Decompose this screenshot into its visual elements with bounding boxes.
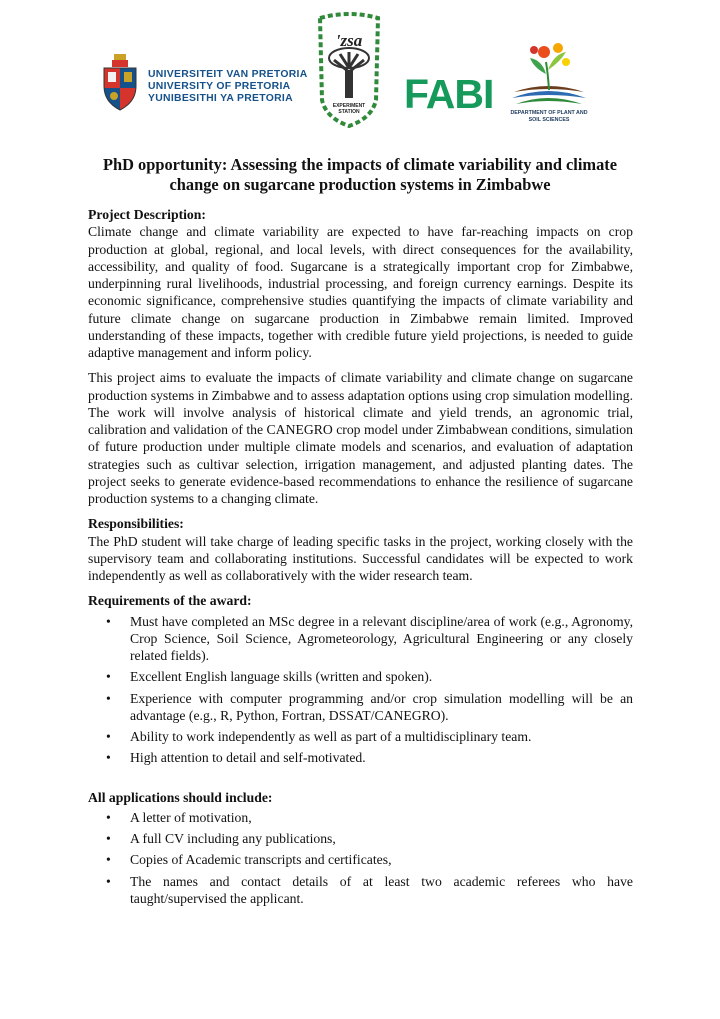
university-of-pretoria-logo <box>100 52 308 112</box>
project-description-heading: Project Description: <box>88 207 206 222</box>
list-item <box>88 668 633 685</box>
application-item-text: A letter of motivation, <box>130 809 252 825</box>
plant-soil-sciences-logo <box>508 40 590 126</box>
requirement-text: Excellent English language skills (written and spoken). <box>130 669 433 685</box>
project-description-paragraph-2: This project aims to evaluate the impacts of climate variability and climate change on sugarcane production systems in Zimbabwe and to assess adaptation options using crop simulation modelling. The work will involve analysis of historical climate and yield trends, an agronomic trial, calibration and validation of the CANEGRO crop model under Zimbabwean conditions, simulation of future production under multiple climate models and scenarios, and evaluation of adaptation strategies such as cultivar selection, irrigation management, and adjusted planting dates. The project seeks to generate evidence-based recommendations to enhance the resilience of sugarcane production systems to a changing climate. <box>88 370 633 506</box>
plant-soil-sciences-caption: DEPARTMENT OF PLANT AND SOIL SCIENCES <box>510 110 588 123</box>
svg-text:'zsa: 'zsa <box>335 31 363 50</box>
list-item <box>88 873 633 908</box>
page-title: PhD opportunity: Assessing the impacts of climate variability and climate change on sugarcane production systems in Zimbabwe <box>102 155 617 194</box>
plant-soil-emblem-icon <box>508 40 590 110</box>
responsibilities-heading: Responsibilities: <box>88 516 184 532</box>
project-description-paragraph-1: Climate change and climate variability are expected to have far-reaching impacts on crop production at global, regional, and local levels, with direct consequences for the availability, accessibility, and quality of food. Sugarcane is a strategically important crop for Zimbabwe, underpinning rural livelihoods, industrial processing, and foreign currency earnings. Despite its economic significance, comprehensive studies quantifying the impacts of climate variability and future climate change on sugarcane production in Zimbabwe remain limited. Improved understanding of these impacts, together with credible future yield projections, is needed to guide adaptive management and inform policy. <box>88 224 633 360</box>
university-name-english: UNIVERSITY OF PRETORIA <box>148 81 291 92</box>
requirements-list <box>88 613 633 767</box>
list-item <box>88 851 633 868</box>
applications-list <box>88 809 633 907</box>
requirement-text: Experience with computer programming and/or crop simulation modelling will be an advantage (e.g., R, Python, Fortran, DSSAT/CANEGRO). <box>130 690 633 723</box>
bullet-icon: • <box>106 750 111 766</box>
application-item-text: Copies of Academic transcripts and certificates, <box>130 852 392 868</box>
fabi-logo: FABI <box>404 71 494 117</box>
responsibilities-paragraph: The PhD student will take charge of leading specific tasks in the project, working closely with the supervisory team and collaborating institutions. Successful candidates will be expected to work independently as well as collaboratively with the wider research team. <box>88 533 633 583</box>
zsa-experiment-station-logo <box>310 10 388 128</box>
bullet-icon: • <box>106 690 111 706</box>
bullet-icon: • <box>106 669 111 685</box>
bullet-icon: • <box>106 873 111 889</box>
bullet-icon: • <box>106 852 111 868</box>
list-item <box>88 690 633 725</box>
svg-text:STATION: STATION <box>338 109 360 115</box>
university-name-afrikaans: UNIVERSITEIT VAN PRETORIA <box>148 69 308 80</box>
bullet-icon: • <box>106 729 111 744</box>
requirement-text: High attention to detail and self-motivated. <box>130 750 366 766</box>
list-item <box>88 830 633 847</box>
application-item-text: A full CV including any publications, <box>130 831 336 846</box>
application-item-text: The names and contact details of at least two academic referees who have taught/supervised the applicant. <box>130 873 633 906</box>
applications-heading: All applications should include: <box>88 789 273 805</box>
list-item <box>88 809 633 826</box>
requirements-heading: Requirements of the award: <box>88 593 252 609</box>
logo-header <box>0 0 720 140</box>
bullet-icon: • <box>106 809 111 825</box>
bullet-icon: • <box>106 831 111 846</box>
document-body <box>88 206 633 907</box>
list-item <box>88 728 633 745</box>
university-name <box>148 69 308 105</box>
requirement-text: Must have completed an MSc degree in a relevant discipline/area of work (e.g., Agronomy, Crop Science, Soil Science, Agrometeorology, Agricultural Engineering or any closely related fields). <box>130 613 633 663</box>
requirement-text: Ability to work independently as well as part of a multidisciplinary team. <box>130 729 532 744</box>
bullet-icon: • <box>106 613 111 629</box>
list-item <box>88 613 633 665</box>
university-name-sepedi: YUNIBESITHI YA PRETORIA <box>148 93 293 104</box>
university-crest-icon <box>100 52 140 112</box>
svg-text:EXPERIMENT: EXPERIMENT <box>332 103 366 109</box>
list-item <box>88 749 633 766</box>
